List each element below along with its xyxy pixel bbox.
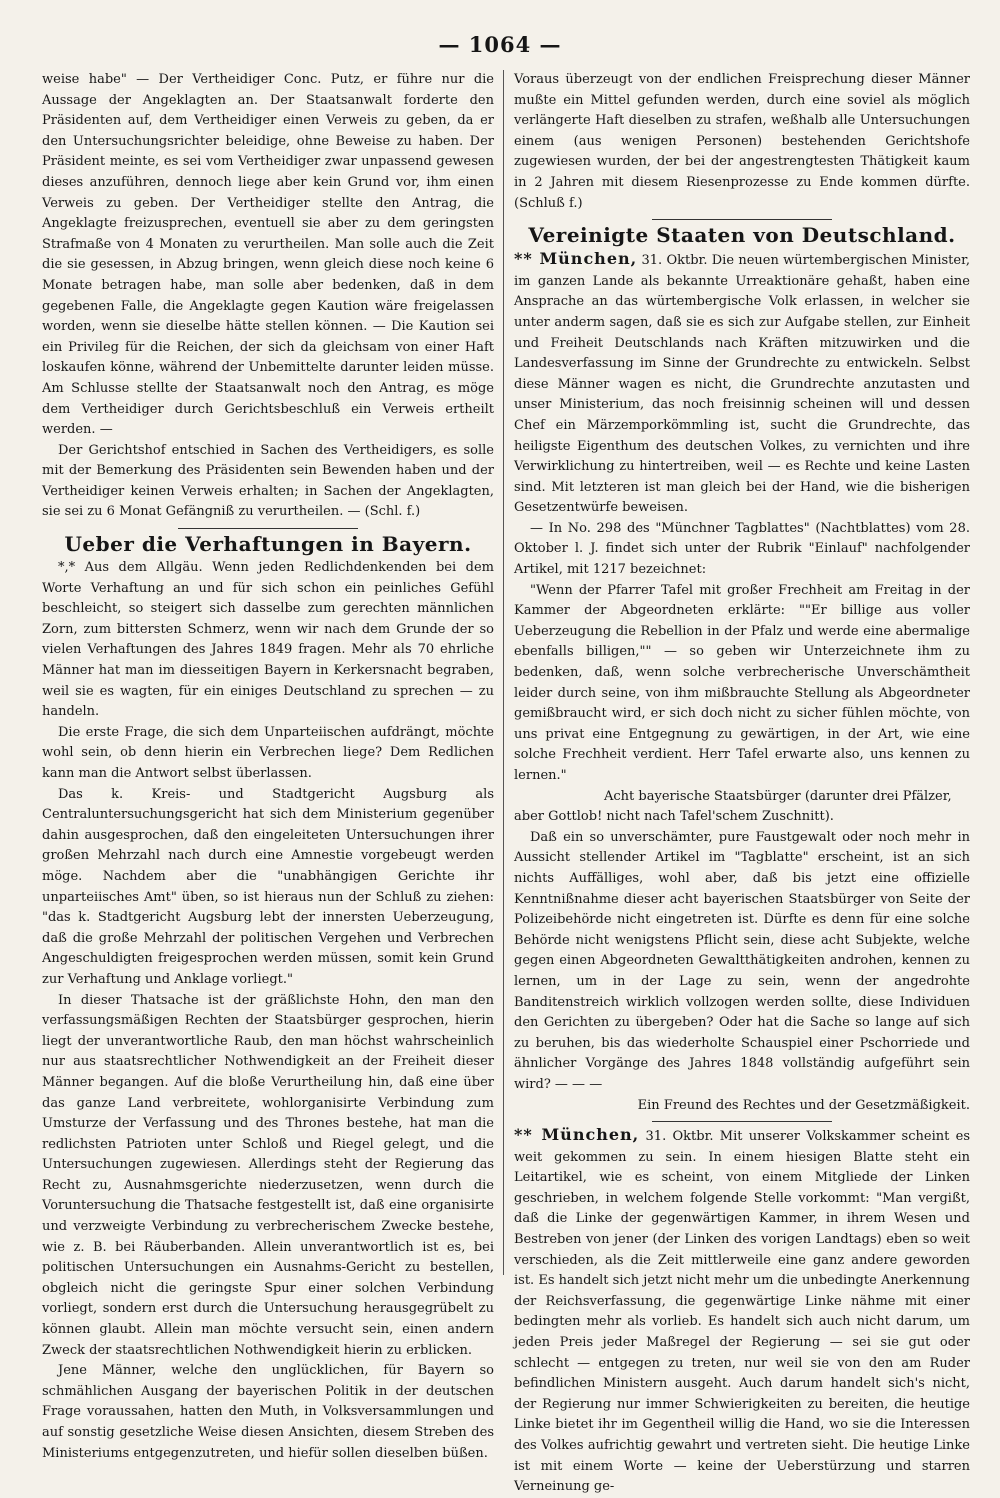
paragraph-text: 31. Oktbr. Mit unserer Volkskammer scheint es weit gekommen zu sein. In einem hiesigen Blatte steht ein Leitartikel, wie es scheint, von einem Mitgliede der Linken geschrieben, in welchem folgende Stelle vorkommt: "Man vergißt, daß die Linke der gegenwärtigen Kammer, in ihrem Wesen und Bestreben von jener (der Linken des vorigen Landtags) eben so weit verschieden, als die Zeit mittlerweile eine ganz andere geworden ist. Es handelt sich jetzt nicht mehr um die unbedingte Anerkennung der Reichsverfassung, die gegenwärtige Linke nähme mit einer bedingten mehr als vorlieb. Es handelt sich auch nicht darum, um jeden Preis jeder Maßregel der Regierung — sei sie gut oder schlecht — entgegen zu treten, nur weil sie von den am Ruder befindlichen Ministern ausgeht. Auch darum handelt sich's nicht, der Regierung nur immer Schwierigkeiten zu bereiten, die heutige Linke bietet ihr im Gegentheil willig die Hand, wo sie die Interessen des Volkes aufrichtig gewahrt und vertreten sieht. Die heutige Linke ist mit einem Worte — keine der Ueberstürzung und starren Verneinung ge- <box>514 1129 970 1495</box>
paragraph: Der Gerichtshof entschied in Sachen des Vertheidigers, es solle mit der Bemerkung des Präsidenten sein Bewenden haben und der Vertheidiger keinen Verweis erhalten; in Sachen der Angeklagten, sie sei zu 6 Monat Gefängniß zu verurtheilen. — (Schl. f.) <box>42 442 494 520</box>
paragraph: Voraus überzeugt von der endlichen Freisprechung dieser Männer mußte ein Mittel gefunden werden, durch eine soviel als möglich verlängerte Haft dieselben zu strafen, weßhalb alle Untersuchungen einem (aus wenigen Personen) bestehenden Gerichtshofe zugewiesen wurden, der bei der angestrengtesten Thätigkeit kaum in 2 Jahren mit diesem Riesenprozesse zu Ende kommen dürfte. (Schluß f.) <box>514 72 970 211</box>
section-divider <box>652 1121 832 1122</box>
section-divider <box>178 528 358 529</box>
dateline-place: ** München, <box>514 249 638 269</box>
left-column <box>42 70 494 1461</box>
paragraph-text: 31. Oktbr. Die neuen würtembergischen Minister, im ganzen Lande als bekannte Urreaktionäre gehaßt, haben eine Ansprache an das würtembergische Volk erlassen, in welcher sie unter anderm sagen, daß sie es sich zur Aufgabe stellen, zur Einheit und Freiheit Deutschlands nach Kräften mitzuwirken und die Landesverfassung im Sinne der Grundrechte zu entwickeln. Selbst diese Männer wagen es nicht, die Grundrechte anzutasten und unser Ministerium, das noch freisinnig scheinen will und dessen Chef ein Märzemporkömmling ist, sucht die Grundrechte, das heiligste Eigenthum des deutschen Volkes, zu vernichten und ihre Verwirklichung zu hintertreiben, weil — es Rechte und keine Lasten sind. Mit letzteren ist man gleich bei der Hand, wie die bisherigen Gesetzentwürfe beweisen. <box>514 253 970 516</box>
paragraph: In dieser Thatsache ist der gräßlichste Hohn, den man den verfassungsmäßigen Rechten der Staatsbürger gesprochen, hierin liegt der unverantwortliche Raub, den man höchst wahrscheinlich nur aus staatsrechtlicher Nothwendigkeit an der Freiheit dieser Männer begangen. Auf die bloße Verurtheilung hin, daß eine über das ganze Land verbreitete, wohlorganisirte Verbindung zum Umsturze der Verfassung und des Thrones bestehe, hat man die redlichsten Patrioten unter Schloß und Riegel gelegt, und die Untersuchungen zugewiesen. Allerdings steht der Regierung das Recht zu, Ausnahmsgerichte niederzusetzen, wenn durch die Voruntersuchung die Thatsache festgestellt ist, daß eine organisirte und verzweigte Verbindung zu verbrecherischem Zwecke bestehe, wie z. B. bei Räuberbanden. Allein unverantwortlich ist es, bei politischen Untersuchungen ein Ausnahms-Gericht zu bestellen, obgleich nicht die geringste Spur einer solchen Verbindung vorliegt, sondern erst durch die Untersuchung herausgegrübelt zu können glaubt. Allein man möchte versucht sein, einen andern Zweck der staatsrechtlichen Nothwendigkeit hierin zu erblicken. <box>42 992 494 1358</box>
paragraph <box>514 249 970 519</box>
column-divider <box>503 70 504 1275</box>
paragraph: weise habe" — Der Vertheidiger Conc. Putz, er führe nur die Aussage der Angeklagten an. Der Staatsanwalt forderte den Präsidenten auf, dem Vertheidiger einen Verweis zu geben, da er den Untersuchungsrichter beleidige, ohne Beweise zu haben. Der Präsident meinte, es sei vom Vertheidiger zwar unpassend gewesen dieses anzuführen, dennoch liege aber kein Grund vor, ihm einen Verweis zu geben. Der Vertheidiger stellte den Antrag, die Angeklagte freizusprechen, eventuell sie aber zu dem geringsten Strafmaße von 4 Monaten zu verurtheilen. Man solle auch die Zeit die sie gesessen, in Abzug bringen, wenn gleich diese noch keine 6 Monate betragen habe, man solle aber bedenken, daß in dem gegebenen Falle, die Angeklagte gegen Kaution wäre freigelassen worden, wenn sie dieselbe hätte stellen können. — Die Kaution sei ein Privileg für die Reichen, der sich da gleichsam von einer Haft loskaufen könne, während der Unbemittelte darunter leiden müsse. Am Schlusse stellte der Staatsanwalt noch den Antrag, es möge dem Vertheidiger durch Gerichtsbeschluß ein Verweis ertheilt werden. — <box>42 72 494 438</box>
paragraph: *,* Aus dem Allgäu. Wenn jeden Redlichdenkenden bei dem Worte Verhaftung an und für sich schon ein peinliches Gefühl beschleicht, so steigert sich dasselbe zum gerechten männlichen Zorn, zum bittersten Schmerz, wenn wir nach dem Grunde der so vielen Verhaftungen des Jahres 1849 fragen. Mehr als 70 ehrliche Männer hat man im diesseitigen Bayern in Kerkersnacht begraben, weil sie es wagten, für ein einiges Deutschland zu sprechen — zu handeln. <box>42 560 494 720</box>
article-heading: Ueber die Verhaftungen in Bayern. <box>64 532 472 557</box>
dateline-place: ** München, <box>514 1125 640 1145</box>
paragraph <box>514 1125 970 1498</box>
paragraph: — In No. 298 des "Münchner Tagblattes" (Nachtblattes) vom 28. Oktober l. J. findet sich unter der Rubrik "Einlauf" nachfolgender Artikel, mit 1217 bezeichnet: <box>514 520 970 578</box>
section-divider <box>652 219 832 220</box>
paragraph: Daß ein so unverschämter, pure Faustgewalt oder noch mehr in Aussicht stellender Artikel im "Tagblatte" erscheint, ist an sich nichts Auffälliges, wohl aber, daß bis jetzt eine offizielle Kenntnißnahme dieser acht bayerischen Staatsbürger von Seite der Polizeibehörde nicht eingetreten ist. Dürfte es denn für eine solche Behörde nicht wenigstens Pflicht sein, diese acht Subjekte, welche gegen einen Abgeordneten Gewaltthätigkeiten androhen, kennen zu lernen, um in der Lage zu sein, wenn der angedrohte Banditenstreich wirklich vollzogen werden sollte, diese Individuen den Gerichten zu übergeben? Oder hat die Sache so lange auf sich zu beruhen, bis das wiederholte Schauspiel einer Pschorriede und ähnlicher Vorgänge des Jahres 1848 vollständig aufgeführt sein wird? — — — <box>514 829 970 1092</box>
quoted-article: "Wenn der Pfarrer Tafel mit großer Frechheit am Freitag in der Kammer der Abgeordneten erklärte: ""Er billige aus voller Ueberzeugung die Rebellion in der Pfalz und werde eine abermalige ebenfalls billigen,"" — so geben wir Unterzeichnete ihm zu bedenken, daß, wenn solche verbrecherische Unverschämtheit leider durch seine, von ihm mißbrauchte Stellung als Abgeordneter gemißbraucht wird, er sich doch nicht zu sicher fühlen möchte, von uns privat eine Entgegnung zu gewärtigen, in der Art, wie eine solche Frechheit verdient. Herr Tafel erwarte also, uns kennen zu lernen." <box>514 582 970 783</box>
section-heading: Vereinigte Staaten von Deutschland. <box>528 223 956 248</box>
right-column <box>514 70 970 1495</box>
paragraph: Das k. Kreis- und Stadtgericht Augsburg als Centraluntersuchungsgericht hat sich dem Ministerium gegenüber dahin ausgesprochen, daß den eingeleiteten Untersuchungen ihrer großen Mehrzahl nach durch eine Amnestie vorgebeugt werden möge. Nachdem aber die "unabhängigen Gerichte ihr unparteiisches Amt" üben, so ist hieraus nun der Schluß zu ziehen: "das k. Stadtgericht Augsburg lebt der innersten Ueberzeugung, daß die große Mehrzahl der politischen Vergehen und Verbrechen Angeschuldigten freigesprochen werden müssen, somit kein Grund zur Verhaftung und Anklage vorliegt." <box>42 786 494 987</box>
signature: Acht bayerische Staatsbürger (darunter drei Pfälzer, aber Gottlob! nicht nach Tafel'schem Zuschnitt). <box>514 788 952 825</box>
paragraph: Jene Männer, welche den unglücklichen, für Bayern so schmählichen Ausgang der bayerischen Politik in der deutschen Frage voraussahen, hatten den Muth, in Volksversammlungen und auf sonstig gesetzliche Weise diesen Ansichten, diesem Streben des Ministeriums entgegenzutreten, und hiefür sollen dieselben büßen. <box>42 1363 494 1461</box>
signature: Ein Freund des Rechtes und der Gesetzmäßigkeit. <box>637 1097 970 1113</box>
paragraph: Die erste Frage, die sich dem Unparteiischen aufdrängt, möchte wohl sein, ob denn hierin ein Verbrechen liege? Dem Redlichen kann man die Antwort selbst überlassen. <box>42 724 494 781</box>
page-number: — 1064 — <box>438 32 562 57</box>
